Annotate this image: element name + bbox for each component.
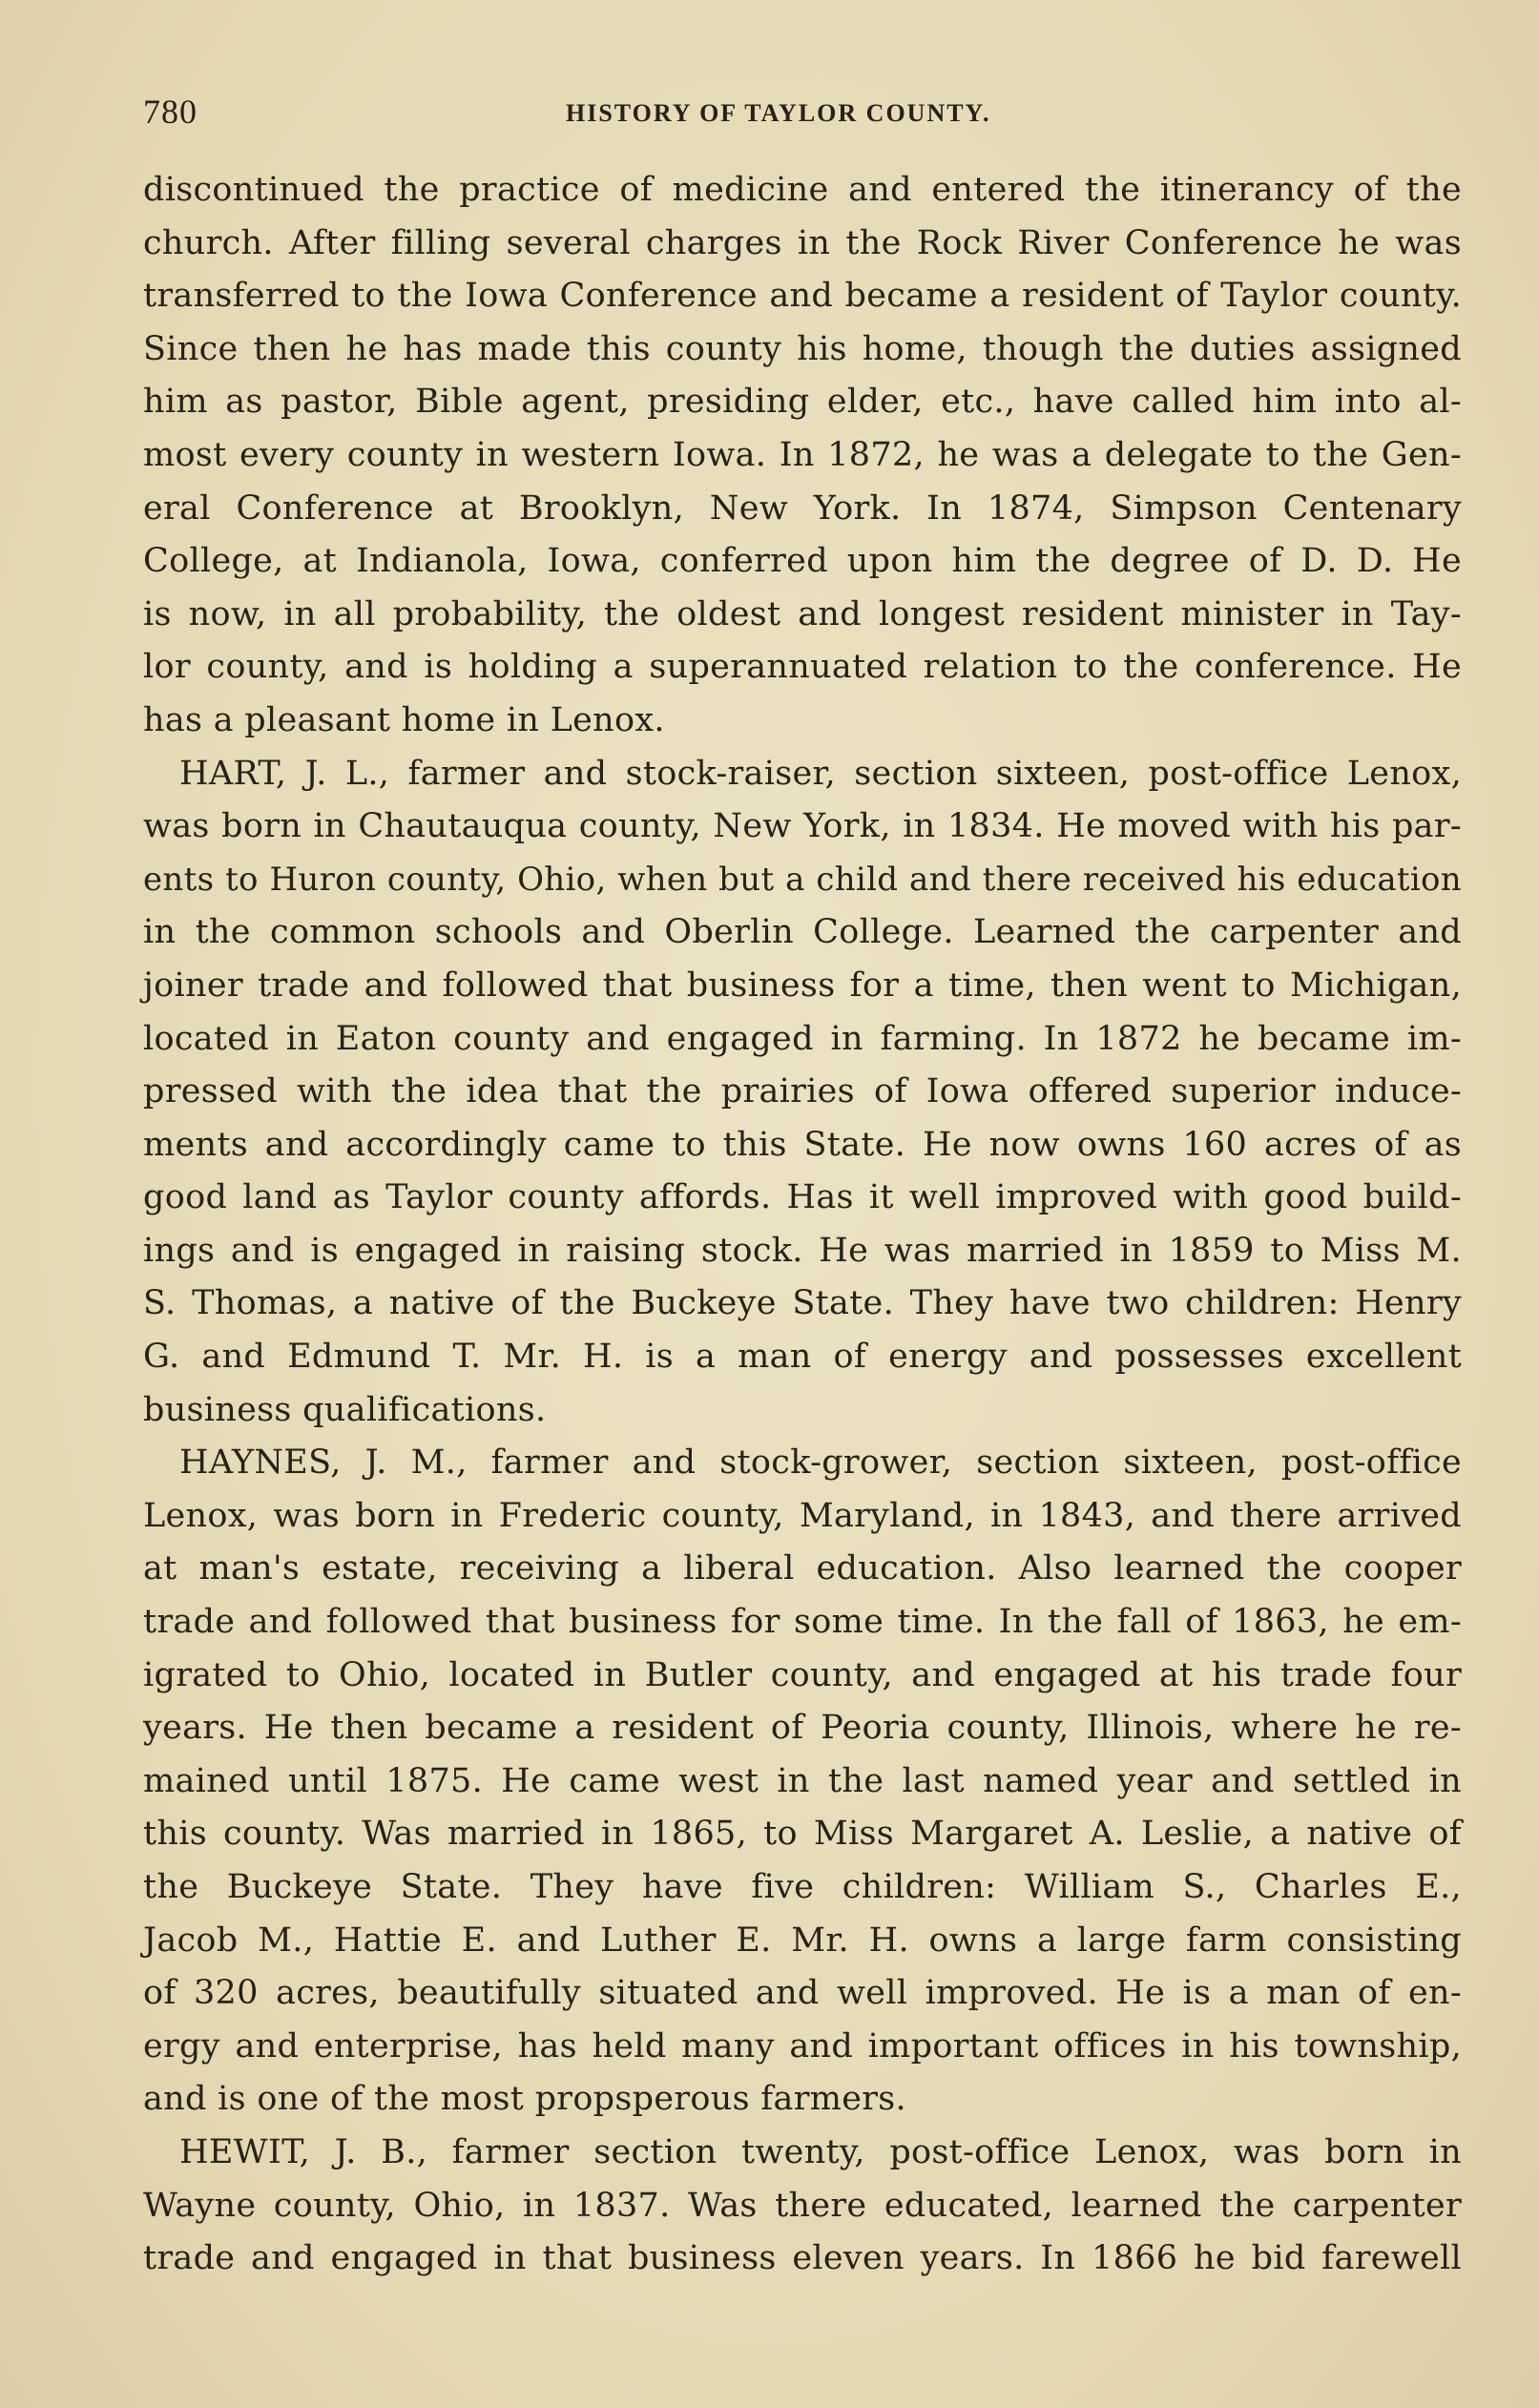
text-line: business qualifications. [143, 1390, 547, 1429]
text-line: Lenox, was born in Frederic county, Maryland, in 1843, and there arrived [143, 1496, 1462, 1535]
text-line: him as pastor, Bible agent, presiding elder, etc., have called him into al- [143, 383, 1462, 422]
text-line: was born in Chautauqua county, New York, in 1834. He moved with his par- [143, 807, 1462, 846]
text-line: trade and followed that business for some time. In the fall of 1863, he em- [143, 1603, 1462, 1642]
text-line: S. Thomas, a native of the Buckeye State. They have two children: Henry [143, 1284, 1462, 1323]
page-header [143, 92, 1460, 134]
text-line: church. After filling several charges in the Rock River Conference he was [143, 223, 1462, 262]
text-line: has a pleasant home in Lenox. [143, 700, 665, 739]
text-line: lor county, and is holding a superannuated relation to the conference. He [143, 648, 1462, 687]
text-line: transferred to the Iowa Conference and became a resident of Taylor county. [143, 277, 1462, 316]
text-line: Jacob M., Hattie E. and Luther E. Mr. H. owns a large farm consisting [143, 1920, 1462, 1960]
text-line: Since then he has made this county his home, though the duties assigned [143, 329, 1462, 368]
text-line: in the common schools and Oberlin College. Learned the carpenter and [143, 913, 1462, 952]
text-line: ings and is engaged in raising stock. He was married in 1859 to Miss M. [143, 1231, 1462, 1270]
text-line: most every county in western Iowa. In 1872, he was a delegate to the Gen- [143, 435, 1462, 474]
text-line: ergy and enterprise, has held many and important offices in his township, [143, 2026, 1462, 2065]
text-line: good land as Taylor county affords. Has it well improved with good build- [143, 1178, 1462, 1217]
text-line: years. He then became a resident of Peoria county, Illinois, where he re- [143, 1709, 1462, 1748]
text-line: eral Conference at Brooklyn, New York. In 1874, Simpson Centenary [143, 488, 1462, 528]
body-text [143, 164, 1462, 2286]
running-head: HISTORY OF TAYLOR COUNTY. [566, 99, 991, 127]
text-line: G. and Edmund T. Mr. H. is a man of energy and possesses excellent [143, 1338, 1462, 1377]
text-line: trade and engaged in that business eleven years. In 1866 he bid farewell [143, 2239, 1462, 2278]
text-line: discontinued the practice of medicine and entered the itinerancy of the [143, 171, 1462, 209]
text-line: College, at Indianola, Iowa, conferred upon him the degree of D. D. He [143, 542, 1462, 581]
page-number: 780 [143, 93, 198, 131]
text-line: this county. Was married in 1865, to Miss Margaret A. Leslie, a native of [143, 1815, 1462, 1854]
text-line: located in Eaton county and engaged in farming. In 1872 he became im- [143, 1019, 1462, 1058]
text-line: the Buckeye State. They have five children: William S., Charles E., [143, 1868, 1462, 1906]
text-line: joiner trade and followed that business for a time, then went to Michigan, [143, 965, 1462, 1005]
text-line: pressed with the idea that the prairies of Iowa offered superior induce- [143, 1072, 1462, 1111]
text-line: is now, in all probability, the oldest and longest resident minister in Tay- [143, 594, 1462, 633]
text-line: mained until 1875. He came west in the last named year and settled in [143, 1761, 1462, 1800]
text-line: HEWIT, J. B., farmer section twenty, post-office Lenox, was born in [179, 2132, 1462, 2171]
text-line: igrated to Ohio, located in Butler county, and engaged at his trade four [143, 1655, 1462, 1694]
text-line: of 320 acres, beautifully situated and well improved. He is a man of en- [143, 1974, 1462, 2013]
text-line: and is one of the most propsperous farmers. [143, 2080, 906, 2119]
text-line: Wayne county, Ohio, in 1837. Was there educated, learned the carpenter [143, 2186, 1462, 2225]
text-line: at man's estate, receiving a liberal education. Also learned the cooper [143, 1549, 1462, 1588]
text-line: ents to Huron county, Ohio, when but a child and there received his education [143, 860, 1462, 899]
text-line: ments and accordingly came to this State. He now owns 160 acres of as [143, 1125, 1462, 1164]
text-line: HAYNES, J. M., farmer and stock-grower, section sixteen, post-office [179, 1443, 1462, 1483]
text-line: HART, J. L., farmer and stock-raiser, section sixteen, post-office Lenox, [179, 754, 1462, 793]
